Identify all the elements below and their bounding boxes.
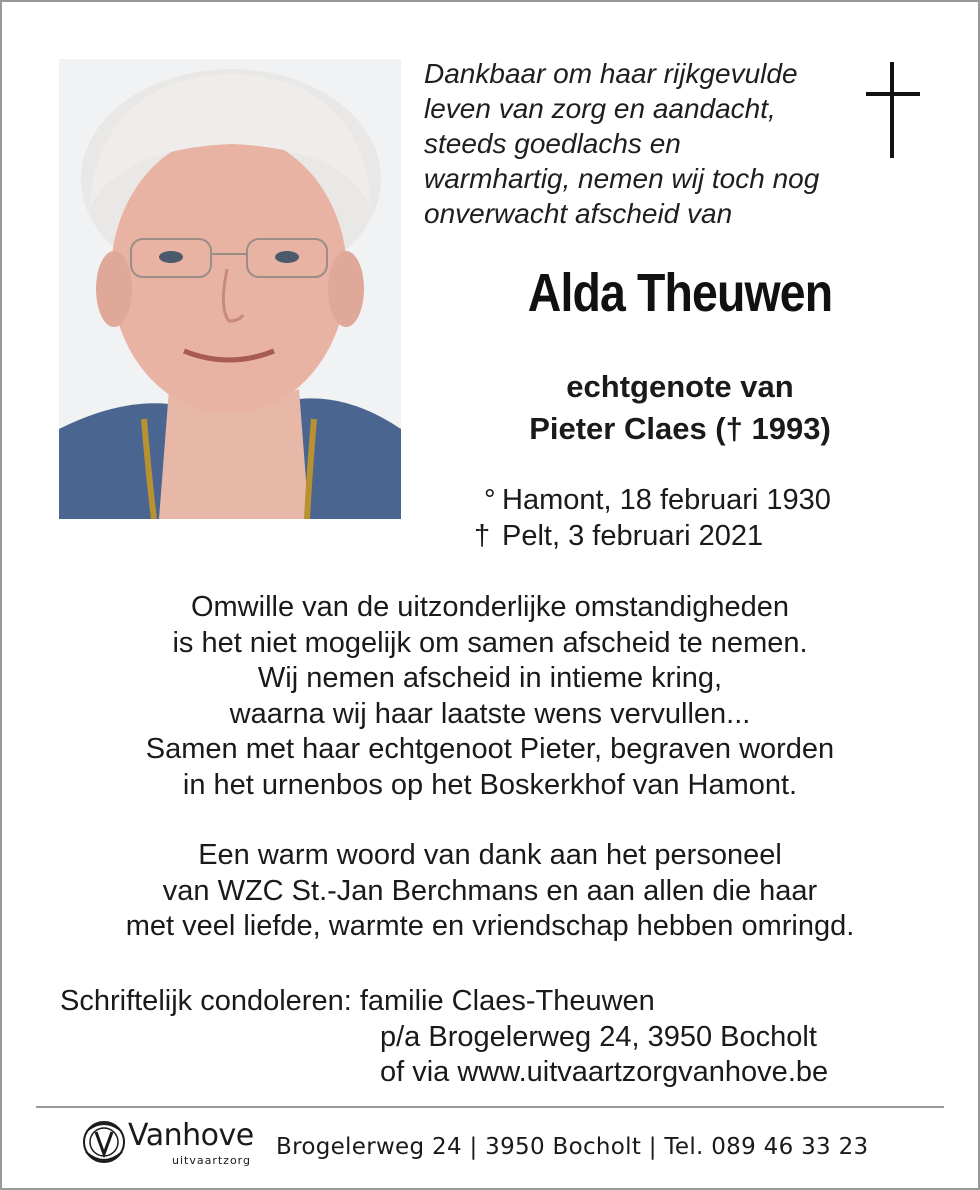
- life-dates: [474, 482, 831, 554]
- birth-date: Hamont, 18 februari 1930: [502, 484, 831, 516]
- footer-address: Brogelerweg 24 | 3950 Bocholt | Tel. 089 46 33 23: [276, 1134, 869, 1160]
- message-line: is het niet mogelijk om samen afscheid te nemen.: [172, 626, 808, 659]
- message-paragraph-1: [40, 590, 940, 803]
- birth-symbol: °: [484, 484, 496, 516]
- logo-emblem-icon: [80, 1116, 130, 1172]
- message-line: waarna wij haar laatste wens vervullen...: [229, 697, 751, 730]
- message-line: in het urnenbos op het Boskerkhof van Hamont.: [182, 768, 798, 801]
- message-line: Wij nemen afscheid in intieme kring,: [257, 662, 723, 694]
- portrait-photo: [59, 59, 401, 519]
- intro-line: warmhartig, nemen wij toch nog: [424, 163, 820, 194]
- message-paragraph-2: [40, 838, 940, 945]
- death-date: Pelt, 3 februari 2021: [502, 520, 764, 552]
- intro-line: steeds goedlachs en: [424, 128, 681, 159]
- condolence-label: Schriftelijk condoleren:: [60, 985, 352, 1017]
- message-line: van WZC St.-Jan Berchmans en aan allen die haar: [162, 874, 818, 907]
- relation-label: echtgenote van: [566, 369, 794, 404]
- message-line: Omwille van de uitzonderlijke omstandigheden: [190, 591, 790, 623]
- condolence-address: p/a Brogelerweg 24, 3950 Bocholt: [380, 1020, 817, 1053]
- logo-name: Vanhove: [128, 1118, 254, 1153]
- birth-row: [474, 482, 831, 518]
- condolence-block: [60, 984, 828, 1091]
- condolence-row: [60, 984, 828, 1020]
- condolence-family: familie Claes-Theuwen: [359, 985, 655, 1017]
- message-line: Samen met haar echtgenoot Pieter, begraven worden: [145, 733, 835, 765]
- intro-line: Dankbaar om haar rijkgevulde: [424, 58, 798, 89]
- cross-icon: [864, 62, 922, 160]
- message-line: Een warm woord van dank aan het personeel: [198, 839, 782, 871]
- spouse-block: [440, 366, 920, 450]
- intro-text: [424, 56, 884, 231]
- condolence-website[interactable]: of via www.uitvaartzorgvanhove.be: [380, 1056, 829, 1088]
- death-symbol: †: [474, 520, 491, 552]
- intro-line: onverwacht afscheid van: [424, 198, 733, 229]
- deceased-name: Alda Theuwen: [527, 263, 833, 323]
- spouse-name: Pieter Claes († 1993): [529, 411, 831, 446]
- message-line: met veel liefde, warmte en vriendschap hebben omringd.: [125, 910, 855, 942]
- logo-subtitle: uitvaartzorg: [172, 1154, 251, 1167]
- vanhove-logo: [80, 1116, 270, 1172]
- death-row: [474, 518, 831, 554]
- intro-line: leven van zorg en aandacht,: [424, 93, 776, 124]
- footer-divider: [36, 1106, 944, 1108]
